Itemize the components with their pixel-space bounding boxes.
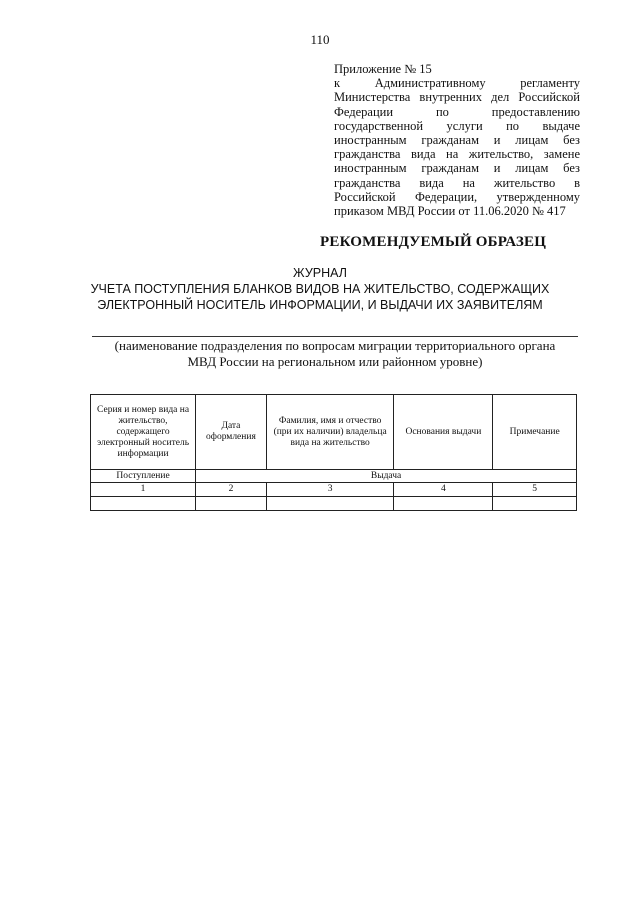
table-empty-row xyxy=(91,497,577,511)
group-receipt: Поступление xyxy=(91,470,196,483)
empty-cell xyxy=(196,497,267,511)
empty-cell xyxy=(493,497,577,511)
column-number-4: 4 xyxy=(394,483,493,497)
table-header-row xyxy=(91,395,577,470)
appendix-title: Приложение № 15 xyxy=(334,62,432,76)
group-issue: Выдача xyxy=(196,470,577,483)
journal-line-2: ЭЛЕКТРОННЫЙ НОСИТЕЛЬ ИНФОРМАЦИИ, И ВЫДАЧИ ИХ ЗАЯВИТЕЛЯМ xyxy=(97,298,543,312)
column-number-3: 3 xyxy=(266,483,394,497)
table-number-row xyxy=(91,483,577,497)
column-number-1: 1 xyxy=(91,483,196,497)
journal-heading xyxy=(60,265,580,313)
header-series-number: Серия и номер вида на жительство, содержащего электронный носитель информации xyxy=(91,395,196,470)
table-group-row xyxy=(91,470,577,483)
empty-cell xyxy=(266,497,394,511)
journal-line-1: УЧЕТА ПОСТУПЛЕНИЯ БЛАНКОВ ВИДОВ НА ЖИТЕЛЬСТВО, СОДЕРЖАЩИХ xyxy=(90,282,550,296)
appendix-text: к Административному регламенту Министерства внутренних дел Российской Федерации по предоставлению государственной услуги по выдаче иностранным гражданам и лицам без гражданства вида на жительство, замене иностранным гражданам и лицам без гражданства вида на жительство в Российской Федерации, утвержденному приказом МВД России от 11.06.2020 № 417 xyxy=(334,76,580,219)
subdivision-line-2: МВД России на региональном или районном уровне) xyxy=(187,354,483,369)
appendix-block xyxy=(334,62,580,218)
header-full-name: Фамилия, имя и отчество (при их наличии) владельца вида на жительство xyxy=(266,395,394,470)
subdivision-line-1: (наименование подразделения по вопросам миграции территориального органа xyxy=(114,338,556,353)
empty-cell xyxy=(394,497,493,511)
header-date: Дата оформления xyxy=(196,395,267,470)
sample-title: РЕКОМЕНДУЕМЫЙ ОБРАЗЕЦ xyxy=(320,234,547,250)
journal-table xyxy=(90,394,577,511)
journal-word: ЖУРНАЛ xyxy=(293,266,347,280)
subdivision-caption xyxy=(92,338,578,370)
column-number-2: 2 xyxy=(196,483,267,497)
header-grounds: Основания выдачи xyxy=(394,395,493,470)
header-note: Примечание xyxy=(493,395,577,470)
fill-in-line xyxy=(92,336,578,337)
column-number-5: 5 xyxy=(493,483,577,497)
page-number: 110 xyxy=(310,32,330,47)
empty-cell xyxy=(91,497,196,511)
